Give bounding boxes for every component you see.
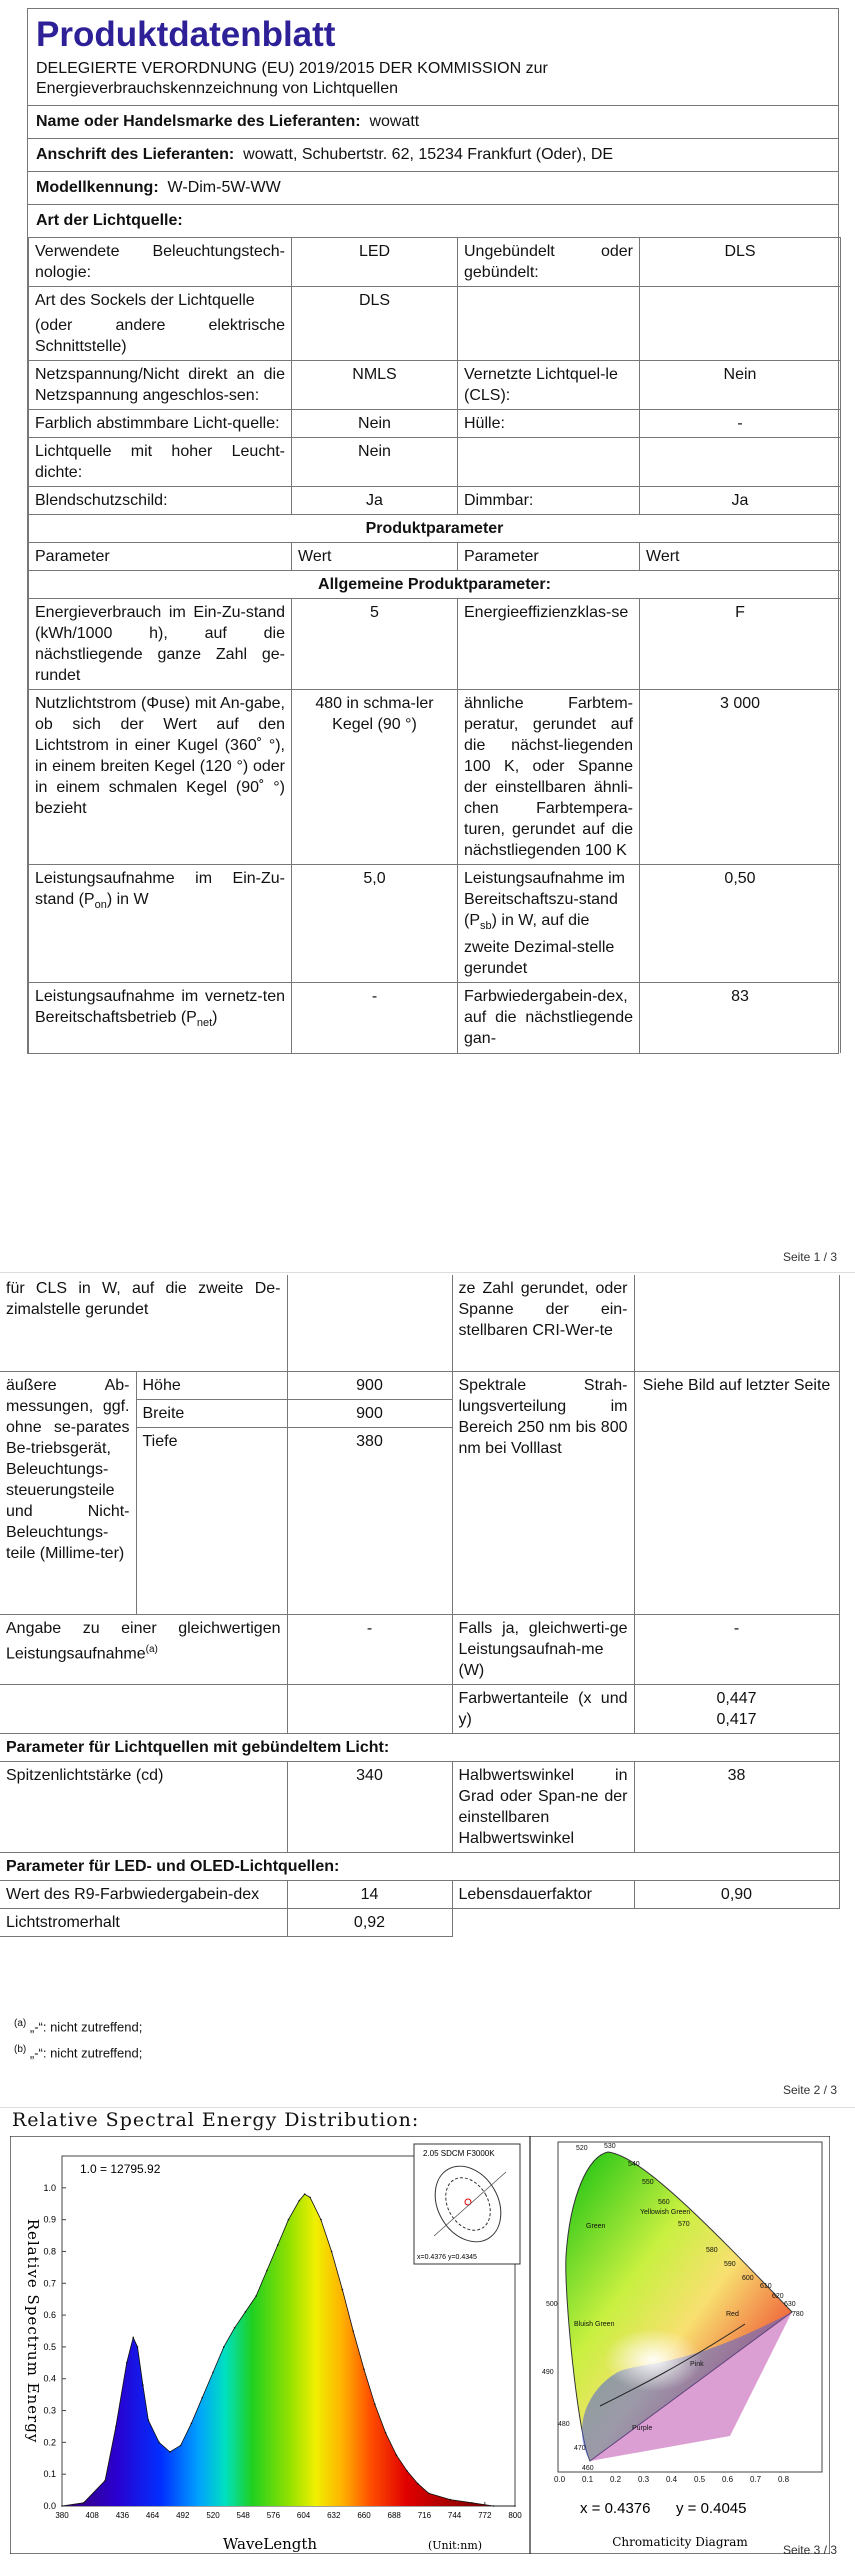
svg-text:0.8: 0.8	[778, 2475, 790, 2484]
x-tick-label: 464	[145, 2511, 160, 2520]
y-tick-label: 1.0	[43, 2182, 56, 2193]
spectrum-point	[201, 2397, 203, 2399]
x-tick-label: 744	[447, 2511, 462, 2520]
model-row: Modellkennung: W-Dim-5W-WW	[28, 171, 838, 204]
svg-text:0.2: 0.2	[610, 2475, 622, 2484]
table-row: Blendschutzschild: Ja Dimmbar: Ja	[29, 487, 841, 515]
svg-text:570: 570	[678, 2221, 690, 2228]
table-row	[29, 515, 841, 543]
spectrum-point	[180, 2445, 182, 2447]
y-tick-label: 0.8	[43, 2246, 56, 2257]
spectrum-point	[320, 2219, 322, 2221]
svg-text:0.7: 0.7	[750, 2475, 762, 2484]
table-row: Leistungsaufnahme im vernetz-ten Bereitschaftsbetrieb $(P_{net})$ - Farbwiedergabein-dex, auf die nächstliegende gan- 83	[29, 983, 841, 1053]
inset-title: 2.05 SDCM F3000K	[423, 2149, 495, 2158]
spectrum-point	[148, 2419, 150, 2421]
x-tick-label: 800	[508, 2511, 522, 2520]
svg-text:460: 460	[582, 2465, 594, 2472]
table-row	[0, 1853, 839, 1881]
spectrum-point	[374, 2403, 376, 2405]
x-tick-label: 772	[478, 2511, 492, 2520]
spectrum-point	[352, 2330, 354, 2332]
svg-text:Pink: Pink	[690, 2361, 704, 2368]
cie-x-value: x = 0.4376	[580, 2500, 651, 2517]
address-row: Anschrift des Lieferanten: wowatt, Schubertstr. 62, 15234 Frankfurt (Oder), DE	[28, 138, 838, 171]
svg-text:520: 520	[576, 2145, 588, 2152]
section-heading: Produktparameter	[29, 515, 841, 543]
spectrum-point	[234, 2327, 236, 2329]
y-tick-label: 0.1	[43, 2469, 56, 2480]
supplier-row: Name oder Handelsmarke des Lieferanten: wowatt	[28, 105, 838, 138]
y-tick-label: 0.0	[43, 2501, 56, 2511]
svg-text:630: 630	[784, 2301, 796, 2308]
x-tick-label: 660	[357, 2511, 371, 2520]
spectrum-point	[83, 2502, 85, 2504]
svg-text:500: 500	[546, 2301, 558, 2308]
page-3	[0, 2108, 855, 2560]
spectrum-point	[417, 2483, 419, 2485]
svg-text:530: 530	[604, 2143, 616, 2150]
spectrum-chart	[10, 2136, 530, 2554]
y-tick-label: 0.7	[43, 2278, 56, 2289]
x-tick-label: 576	[266, 2511, 281, 2520]
svg-text:490: 490	[542, 2369, 554, 2376]
sdcm-inset	[414, 2144, 520, 2264]
spectrum-point	[277, 2244, 279, 2246]
spectrum-point	[255, 2295, 257, 2297]
inset-xy: x=0.4376 y=0.4345	[417, 2254, 477, 2261]
spectrum-point	[61, 2505, 63, 2507]
table-row: Energieverbrauch im Ein-Zu-stand (kWh/1000 h), auf die nächstliegende ganze Zahl ge-rundet 5 Energieeffizienzklas-se F	[29, 599, 841, 690]
datasheet-frame-1	[27, 8, 839, 1054]
spectrum-point	[115, 2426, 117, 2428]
spectrum-point	[142, 2384, 144, 2386]
svg-text:0.3: 0.3	[638, 2475, 650, 2484]
table-row: Verwendete Beleuchtungstech-nologie: LED Ungebündelt oder gebündelt: DLS	[29, 238, 841, 287]
table-row: Lichtstromerhalt 0,92	[0, 1909, 839, 1937]
svg-text:580: 580	[706, 2247, 718, 2254]
spectrum-point	[342, 2289, 344, 2291]
spectrum-point	[132, 2337, 134, 2339]
page-title: Produktdatenblatt	[36, 15, 336, 54]
spectrum-point	[514, 2505, 516, 2507]
section-heading: Parameter für Lichtquellen mit gebündeltem Licht:	[0, 1734, 839, 1762]
table-row: Spitzenlichtstärke (cd) 340 Halbwertswinkel in Grad oder Span-ne der einstellbaren Halbwertswinkel 38	[0, 1762, 839, 1853]
page-number: Seite 3 / 3	[782, 2543, 837, 2557]
chromaticity-diagram	[530, 2136, 830, 2554]
y-tick-label: 0.3	[43, 2405, 56, 2416]
intro-text: DELEGIERTE VERORDNUNG (EU) 2019/2015 DER KOMMISSION zur Energieverbrauchskennzeichnung von Lichtquellen	[36, 60, 548, 97]
spectrum-point	[450, 2499, 452, 2501]
spectrum-point	[245, 2311, 247, 2313]
spectrum-point	[137, 2346, 139, 2348]
svg-text:0.6: 0.6	[722, 2475, 734, 2484]
spectrum-point	[331, 2251, 333, 2253]
svg-text:610: 610	[760, 2283, 772, 2290]
page-1	[0, 0, 855, 1275]
table-row: Art des Sockels der Lichtquelle (oder andere elektrische Schnittstelle) DLS	[29, 287, 841, 361]
figure-title: Relative Spectral Energy Distribution:	[12, 2109, 420, 2131]
type-heading: Art der Lichtquelle:	[28, 204, 838, 237]
x-tick-label: 548	[236, 2511, 250, 2520]
svg-text:600: 600	[742, 2275, 754, 2282]
svg-text:590: 590	[724, 2261, 736, 2268]
section-heading: Parameter für LED- und OLED-Lichtquellen:	[0, 1853, 839, 1881]
x-tick-label: 604	[296, 2511, 311, 2520]
table-row: Farblich abstimmbare Licht-quelle: Nein Hülle: -	[29, 410, 841, 438]
cie-caption: Chromaticity Diagram	[612, 2535, 748, 2549]
page-number: Seite 1 / 3	[782, 1250, 837, 1264]
y-axis-label: Relative Spectrum Energy	[24, 2218, 42, 2444]
spectrum-point	[104, 2480, 106, 2482]
svg-text:Bluish Green: Bluish Green	[574, 2321, 615, 2328]
table-row: Leistungsaufnahme im Ein-Zu-stand $(P_{on})$ in W 5,0 Leistungsaufnahme im Bereitschaftszu-stand $(P_{sb})$ in W, auf die zweite Dezimal-stelle gerundet 0,50	[29, 865, 841, 983]
table-row: Breite 900	[0, 1400, 839, 1428]
parameters-table-continued	[0, 1275, 840, 1937]
x-tick-label: 436	[115, 2511, 130, 2520]
spectrum-point	[385, 2432, 387, 2434]
table-row: Tiefe 380	[0, 1428, 839, 1615]
x-tick-label: 632	[327, 2511, 341, 2520]
spectrum-point	[299, 2200, 301, 2202]
x-tick-label: 408	[85, 2511, 99, 2520]
svg-text:Purple: Purple	[632, 2425, 653, 2432]
table-row: Wert des R9-Farbwiedergabein-dex 14 Lebensdauerfaktor 0,90	[0, 1881, 839, 1909]
x-tick-label: 492	[176, 2511, 190, 2520]
table-row: Netzspannung/Nicht direkt an die Netzspannung angeschlos-sen: NMLS Vernetzte Lichtquel-le (CLS): Nein	[29, 361, 841, 410]
svg-text:0.1: 0.1	[582, 2475, 594, 2484]
table-row: Nutzlichtstrom (Φuse) mit An-gabe, ob sich der Wert auf den Lichtstrom in einer Kugel (360˚ °), in einem breiten Kegel (120 °) oder in einem schmalen Kegel (90˚ °) bezieht 480 in schma-ler Kegel (90 °) ähnliche Farbtem-peratur, gerundet auf die nächst-liegenden 100 K, oder Spanne der einstellbaren ähnli-chen Farbtempera-turen, gerundet auf die nächstliegenden 100 K 3 000	[29, 690, 841, 865]
y-tick-label: 0.9	[43, 2214, 56, 2225]
svg-text:480: 480	[558, 2421, 570, 2428]
page-separator	[0, 1272, 855, 1273]
svg-text:0.4: 0.4	[666, 2475, 678, 2484]
spectrum-point	[158, 2442, 160, 2444]
svg-text:0.5: 0.5	[694, 2475, 706, 2484]
source-type-table	[28, 237, 841, 1053]
page-2	[0, 1275, 855, 2105]
table-row	[0, 1734, 839, 1762]
spectrum-point	[266, 2270, 268, 2272]
unit-label: (Unit:nm)	[427, 2539, 483, 2552]
svg-text:Green: Green	[586, 2223, 606, 2230]
svg-text:Yellowish Green: Yellowish Green	[640, 2209, 691, 2216]
table-row: für CLS in W, auf die zweite De-zimalstelle gerundet ze Zahl gerundet, oder Spanne der ein-stellbaren CRI-Wer-te	[0, 1275, 839, 1372]
spectrum-point	[304, 2193, 306, 2195]
y-tick-label: 0.4	[43, 2373, 56, 2384]
scale-note: 1.0 = 12795.92	[80, 2162, 161, 2176]
spectrum-point	[126, 2362, 128, 2364]
x-tick-label: 520	[206, 2511, 220, 2520]
spectrum-point	[396, 2454, 398, 2456]
svg-text:550: 550	[642, 2179, 654, 2186]
table-row: äußere Ab-messungen, ggf. ohne se-parates Be-triebsgerät, Beleuchtungs-steuerungsteile und Nicht-Beleuchtungs-teile (Millime-ter) Höhe 900 Spektrale Strah-lungsverteilung im Bereich 250 nm bis 800 nm bei Volllast Siehe Bild auf letzter Seite	[0, 1372, 839, 1400]
spectrum-point	[406, 2470, 408, 2472]
spectrum-point	[191, 2423, 193, 2425]
spectrum-point	[169, 2451, 171, 2453]
cie-y-value: y = 0.4045	[676, 2500, 747, 2517]
x-tick-label: 380	[55, 2511, 69, 2520]
footnote-a: $^{(a)}$ „-“: nicht zutreffend;	[14, 2018, 143, 2035]
svg-text:0.0: 0.0	[554, 2475, 566, 2484]
table-row: Angabe zu einer gleichwertigen Leistungsaufnahme$^{(a)}$ - Falls ja, gleichwerti-ge Leistungsaufnah-me (W) -	[0, 1615, 839, 1685]
y-tick-label: 0.6	[43, 2310, 56, 2321]
svg-text:470: 470	[574, 2445, 586, 2452]
x-tick-label: 716	[417, 2511, 432, 2520]
table-header-row: Parameter Wert Parameter Wert	[29, 543, 841, 571]
page-number: Seite 2 / 3	[782, 2083, 837, 2097]
table-row: Lichtquelle mit hoher Leucht-dichte: Nein	[29, 438, 841, 487]
y-tick-label: 0.5	[43, 2341, 56, 2352]
svg-text:Red: Red	[726, 2311, 739, 2318]
spectrum-point	[363, 2368, 365, 2370]
table-row	[29, 571, 841, 599]
spectrum-point	[223, 2346, 225, 2348]
svg-text:540: 540	[628, 2161, 640, 2168]
datasheet-continuation	[0, 1275, 855, 1937]
spectrum-point	[309, 2197, 311, 2199]
y-tick-label: 0.2	[43, 2437, 56, 2448]
spectrum-point	[471, 2502, 473, 2504]
spectrum-point	[428, 2493, 430, 2495]
table-row: Farbwertanteile (x und y) 0,447 0,417	[0, 1685, 839, 1734]
section-heading: Allgemeine Produktparameter:	[29, 571, 841, 599]
spectrum-point	[288, 2219, 290, 2221]
footnote-b: $^{(b)}$ „-“: nicht zutreffend;	[14, 2044, 143, 2061]
svg-text:560: 560	[658, 2199, 670, 2206]
x-axis-label: WaveLength	[222, 2535, 318, 2553]
spectrum-point	[212, 2372, 214, 2374]
spectrum-point	[493, 2505, 495, 2507]
svg-text:620: 620	[772, 2293, 784, 2300]
x-tick-label: 688	[387, 2511, 401, 2520]
svg-text:780: 780	[792, 2311, 804, 2318]
